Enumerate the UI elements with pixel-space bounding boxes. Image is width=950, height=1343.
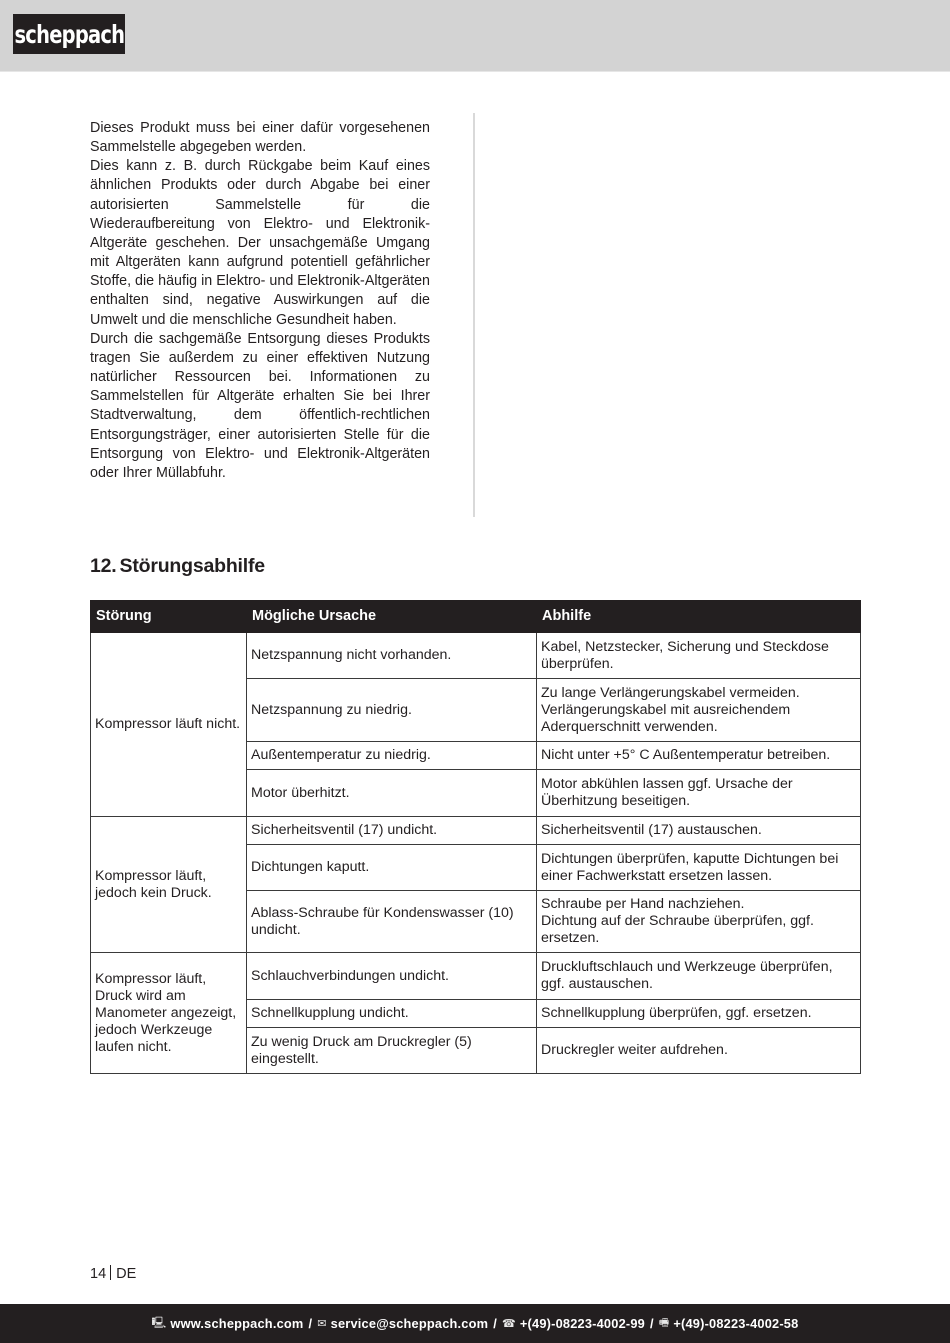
footer-separator: / xyxy=(493,1316,497,1331)
remedy-cell: Motor abkühlen lassen ggf. Ursache der Überhitzung beseitigen. xyxy=(537,770,861,817)
table-row xyxy=(91,953,861,1000)
website-link[interactable]: www.scheppach.com xyxy=(170,1316,304,1331)
column-header-problem: Störung xyxy=(91,601,247,633)
remedy-cell xyxy=(537,891,861,953)
footer-email[interactable] xyxy=(317,1316,488,1331)
remedy-line: Schraube per Hand nachziehen. xyxy=(541,896,745,912)
footer-website[interactable] xyxy=(152,1314,304,1333)
disposal-text xyxy=(90,119,430,483)
table-row xyxy=(91,633,861,679)
intro-paragraph: Durch die sachgemäße Entsorgung dieses Produkts tragen Sie außerdem zu einer effektiven Nutzung natürlicher Ressourcen bei. Informationen zu Sammelstellen für Altgeräte erhalten Sie bei Ihrer Stadtverwaltung, dem öffentlich-rechtlichen Entsorgungsträger, einer autorisierten Stelle für die Entsorgung von Elektro- und Elektronik-Altgeräten oder Ihrer Müllabfuhr. xyxy=(90,330,430,481)
intro-paragraph: Dieses Produkt muss bei einer dafür vorgesehenen Sammelstelle abgegeben werden. xyxy=(90,120,430,156)
page-language: DE xyxy=(116,1266,137,1282)
remedy-cell: Kabel, Netzstecker, Sicherung und Steckdose überprüfen. xyxy=(537,633,861,679)
troubleshooting-table xyxy=(90,600,861,1074)
section-title: Störungsabhilfe xyxy=(119,555,265,577)
remedy-cell: Druckluftschlauch und Werkzeuge überprüfen, ggf. austauschen. xyxy=(537,953,861,1000)
brand-name: scheppach xyxy=(14,19,124,49)
remedy-cell: Druckregler weiter aufdrehen. xyxy=(537,1028,861,1074)
problem-cell: Kompressor läuft nicht. xyxy=(91,633,247,817)
remedy-cell: Zu lange Verlängerungskabel vermeiden. Verlängerungskabel mit ausreichendem Aderquerschnitt verwenden. xyxy=(537,679,861,742)
scheppach-logo xyxy=(13,14,125,54)
remedy-cell: Sicherheitsventil (17) austauschen. xyxy=(537,817,861,845)
cause-cell: Ablass-Schraube für Kondenswasser (10) undicht. xyxy=(247,891,537,953)
fax-number: +(49)-08223-4002-58 xyxy=(673,1316,799,1331)
section-heading xyxy=(90,555,265,578)
cause-cell: Sicherheitsventil (17) undicht. xyxy=(247,817,537,845)
page-header-band xyxy=(0,0,950,72)
intro-paragraph: Dies kann z. B. durch Rückgabe beim Kauf eines ähnlichen Produkts oder durch Abgabe bei einer autorisierten Sammelstelle für die Wiederaufbereitung von Elektro- und Elektronik- Altgeräte geschehen. Der unsachgemäße Umgang mit Altgeräten kann aufgrund potentiell gefährlicher Stoffe, die häufig in Elektro- und Elektronik-Altgeräten enthalten sind, negative Auswirkungen auf die Umwelt und die menschliche Gesundheit haben. xyxy=(90,158,430,328)
column-header-remedy: Abhilfe xyxy=(537,601,861,633)
cause-cell: Netzspannung nicht vorhanden. xyxy=(247,633,537,679)
column-divider xyxy=(473,113,475,517)
remedy-line: Dichtung auf der Schraube überprüfen, ggf. ersetzen. xyxy=(541,913,814,946)
remedy-cell: Schnellkupplung überprüfen, ggf. ersetzen. xyxy=(537,1000,861,1028)
contact-footer xyxy=(0,1304,950,1343)
cause-cell: Schnellkupplung undicht. xyxy=(247,1000,537,1028)
page-separator xyxy=(110,1265,111,1280)
mail-icon: ✉ xyxy=(317,1318,327,1330)
section-number: 12. xyxy=(90,555,117,577)
phone-number: +(49)-08223-4002-99 xyxy=(519,1316,645,1331)
table-header-row xyxy=(91,601,861,633)
footer-fax xyxy=(659,1314,799,1333)
footer-separator: / xyxy=(308,1316,313,1331)
column-header-cause: Mögliche Ursache xyxy=(247,601,537,633)
computer-icon: 🖳 xyxy=(151,1317,167,1329)
problem-cell: Kompressor läuft, jedoch kein Druck. xyxy=(91,817,247,953)
cause-cell: Motor überhitzt. xyxy=(247,770,537,817)
cause-cell: Netzspannung zu niedrig. xyxy=(247,679,537,742)
table-row xyxy=(91,817,861,845)
cause-cell: Schlauchverbindungen undicht. xyxy=(247,953,537,1000)
fax-icon: 🖷 xyxy=(658,1317,670,1329)
problem-cell: Kompressor läuft, Druck wird am Manometer angezeigt, jedoch Werkzeuge laufen nicht. xyxy=(91,953,247,1074)
remedy-cell: Nicht unter +5° C Außentemperatur betreiben. xyxy=(537,742,861,770)
page-number xyxy=(90,1265,136,1282)
cause-cell: Außentemperatur zu niedrig. xyxy=(247,742,537,770)
footer-separator: / xyxy=(649,1316,654,1331)
page-number-value: 14 xyxy=(90,1266,107,1282)
email-link[interactable]: service@scheppach.com xyxy=(330,1316,489,1331)
telephone-icon: ☎ xyxy=(501,1318,516,1330)
cause-cell: Zu wenig Druck am Druckregler (5) eingestellt. xyxy=(247,1028,537,1074)
cause-cell: Dichtungen kaputt. xyxy=(247,845,537,891)
remedy-cell: Dichtungen überprüfen, kaputte Dichtungen bei einer Fachwerkstatt ersetzen lassen. xyxy=(537,845,861,891)
footer-phone xyxy=(502,1316,645,1331)
